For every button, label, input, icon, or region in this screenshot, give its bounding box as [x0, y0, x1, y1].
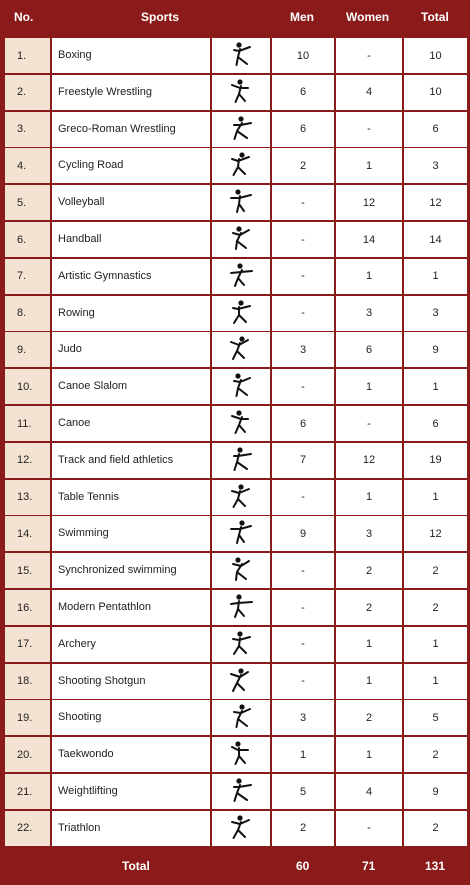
sport-icon-cell	[212, 700, 270, 735]
men-count: -	[272, 222, 334, 257]
women-count: 14	[336, 222, 402, 257]
sport-icon-cell	[212, 774, 270, 809]
sport-icon-cell	[212, 443, 270, 478]
row-number: 17.	[5, 627, 50, 662]
total-count: 9	[404, 774, 467, 809]
row-number: 18.	[5, 664, 50, 699]
row-number: 7.	[5, 259, 50, 294]
sport-icon-cell	[212, 516, 270, 551]
row-number: 9.	[5, 332, 50, 367]
table-row	[5, 516, 467, 551]
wrestling-icon	[226, 77, 256, 108]
header-total: Total	[421, 10, 449, 24]
sport-name: Canoe	[52, 406, 210, 441]
gymnastics-icon	[226, 261, 256, 292]
sport-name: Artistic Gymnastics	[52, 259, 210, 294]
women-count: -	[336, 112, 402, 147]
men-count: 1	[272, 737, 334, 772]
table-row	[5, 553, 467, 588]
row-number: 10.	[5, 369, 50, 404]
footer-grand-total: 131	[425, 859, 446, 873]
taekwondo-icon	[226, 739, 256, 770]
judo-icon	[226, 334, 256, 365]
women-count: 12	[336, 443, 402, 478]
row-number: 1.	[5, 38, 50, 73]
header-no: No.	[14, 10, 34, 24]
sport-icon-cell	[212, 737, 270, 772]
sport-name: Shooting	[52, 700, 210, 735]
sport-name: Cycling Road	[52, 148, 210, 183]
sport-name: Greco-Roman Wrestling	[52, 112, 210, 147]
canoe-slalom-icon	[226, 371, 256, 402]
men-count: -	[272, 369, 334, 404]
table-row	[5, 369, 467, 404]
women-count: 1	[336, 737, 402, 772]
total-count: 2	[404, 811, 467, 846]
women-count: -	[336, 38, 402, 73]
row-number: 15.	[5, 553, 50, 588]
row-number: 11.	[5, 406, 50, 441]
row-number: 19.	[5, 700, 50, 735]
sport-name: Track and field athletics	[52, 443, 210, 478]
total-count: 12	[404, 516, 467, 551]
athletics-icon	[226, 445, 256, 476]
sport-name: Taekwondo	[52, 737, 210, 772]
total-count: 6	[404, 112, 467, 147]
table-tennis-icon	[226, 482, 256, 513]
women-count: 1	[336, 259, 402, 294]
women-count: 4	[336, 774, 402, 809]
sport-name: Shooting Shotgun	[52, 664, 210, 699]
men-count: 6	[272, 406, 334, 441]
women-count: 2	[336, 590, 402, 625]
volleyball-icon	[226, 187, 256, 218]
sport-icon-cell	[212, 38, 270, 73]
total-count: 2	[404, 737, 467, 772]
row-number: 21.	[5, 774, 50, 809]
sport-name: Triathlon	[52, 811, 210, 846]
table-row	[5, 811, 467, 846]
sport-icon-cell	[212, 148, 270, 183]
table-row	[5, 406, 467, 441]
total-count: 1	[404, 259, 467, 294]
table-row	[5, 737, 467, 772]
women-count: 1	[336, 627, 402, 662]
boxing-icon	[226, 40, 256, 71]
sport-name: Boxing	[52, 38, 210, 73]
sport-name: Freestyle Wrestling	[52, 75, 210, 110]
women-count: 6	[336, 332, 402, 367]
women-count: 3	[336, 516, 402, 551]
total-count: 3	[404, 296, 467, 331]
table-footer	[0, 848, 470, 885]
row-number: 16.	[5, 590, 50, 625]
sport-icon-cell	[212, 296, 270, 331]
men-count: 7	[272, 443, 334, 478]
table-row	[5, 75, 467, 110]
sport-icon-cell	[212, 480, 270, 515]
header-men: Men	[290, 10, 314, 24]
men-count: 9	[272, 516, 334, 551]
footer-women-total: 71	[362, 859, 376, 873]
men-count: -	[272, 553, 334, 588]
shooting-icon	[226, 702, 256, 733]
men-count: 3	[272, 700, 334, 735]
sport-icon-cell	[212, 811, 270, 846]
table-row	[5, 112, 467, 147]
women-count: 2	[336, 700, 402, 735]
handball-icon	[226, 224, 256, 255]
table-row	[5, 332, 467, 367]
table-row	[5, 259, 467, 294]
sport-name: Volleyball	[52, 185, 210, 220]
men-count: -	[272, 259, 334, 294]
women-count: 4	[336, 75, 402, 110]
row-number: 22.	[5, 811, 50, 846]
women-count: 3	[336, 296, 402, 331]
total-count: 19	[404, 443, 467, 478]
row-number: 4.	[5, 148, 50, 183]
row-number: 14.	[5, 516, 50, 551]
men-count: 6	[272, 112, 334, 147]
sport-icon-cell	[212, 222, 270, 257]
row-number: 3.	[5, 112, 50, 147]
women-count: 1	[336, 369, 402, 404]
table-row	[5, 296, 467, 331]
sport-icon-cell	[212, 627, 270, 662]
sport-name: Modern Pentathlon	[52, 590, 210, 625]
sport-icon-cell	[212, 259, 270, 294]
header-sports: Sports	[141, 10, 180, 24]
footer-total-label: Total	[122, 859, 150, 873]
sport-icon-cell	[212, 369, 270, 404]
sport-icon-cell	[212, 590, 270, 625]
row-number: 2.	[5, 75, 50, 110]
table-row	[5, 222, 467, 257]
archery-icon	[226, 629, 256, 660]
women-count: 2	[336, 553, 402, 588]
men-count: 10	[272, 38, 334, 73]
table-row	[5, 185, 467, 220]
row-number: 13.	[5, 480, 50, 515]
total-count: 2	[404, 553, 467, 588]
sport-name: Rowing	[52, 296, 210, 331]
women-count: -	[336, 811, 402, 846]
total-count: 1	[404, 627, 467, 662]
swimming-icon	[226, 518, 256, 549]
sport-name: Archery	[52, 627, 210, 662]
total-count: 14	[404, 222, 467, 257]
men-count: 2	[272, 148, 334, 183]
total-count: 9	[404, 332, 467, 367]
table-row	[5, 664, 467, 699]
women-count: 1	[336, 664, 402, 699]
row-number: 8.	[5, 296, 50, 331]
sport-name: Handball	[52, 222, 210, 257]
sport-icon-cell	[212, 112, 270, 147]
total-count: 12	[404, 185, 467, 220]
total-count: 6	[404, 406, 467, 441]
table-row	[5, 700, 467, 735]
men-count: -	[272, 627, 334, 662]
women-count: 12	[336, 185, 402, 220]
sport-name: Swimming	[52, 516, 210, 551]
sport-icon-cell	[212, 664, 270, 699]
total-count: 1	[404, 369, 467, 404]
sport-icon-cell	[212, 332, 270, 367]
sport-icon-cell	[212, 75, 270, 110]
wrestling-icon	[226, 114, 256, 145]
total-count: 3	[404, 148, 467, 183]
women-count: 1	[336, 480, 402, 515]
header-women: Women	[346, 10, 390, 24]
sport-name: Canoe Slalom	[52, 369, 210, 404]
table-header	[0, 0, 470, 35]
men-count: 3	[272, 332, 334, 367]
canoe-icon	[226, 408, 256, 439]
sport-name: Table Tennis	[52, 480, 210, 515]
sport-icon-cell	[212, 406, 270, 441]
shotgun-icon	[226, 666, 256, 697]
total-count: 5	[404, 700, 467, 735]
table-row	[5, 38, 467, 73]
cycling-icon	[226, 150, 256, 181]
sport-name: Judo	[52, 332, 210, 367]
pentathlon-icon	[226, 592, 256, 623]
women-count: 1	[336, 148, 402, 183]
row-number: 20.	[5, 737, 50, 772]
sport-icon-cell	[212, 185, 270, 220]
total-count: 2	[404, 590, 467, 625]
women-count: -	[336, 406, 402, 441]
total-count: 10	[404, 75, 467, 110]
sport-name: Weightlifting	[52, 774, 210, 809]
table-row	[5, 148, 467, 183]
row-number: 12.	[5, 443, 50, 478]
men-count: 2	[272, 811, 334, 846]
table-row	[5, 627, 467, 662]
men-count: -	[272, 664, 334, 699]
table-row	[5, 443, 467, 478]
total-count: 1	[404, 480, 467, 515]
sport-name: Synchronized swimming	[52, 553, 210, 588]
row-number: 5.	[5, 185, 50, 220]
men-count: 5	[272, 774, 334, 809]
weightlifting-icon	[226, 776, 256, 807]
sport-icon-cell	[212, 553, 270, 588]
triathlon-icon	[226, 813, 256, 844]
men-count: -	[272, 296, 334, 331]
men-count: -	[272, 590, 334, 625]
table-row	[5, 590, 467, 625]
synchronized-swimming-icon	[226, 555, 256, 586]
table-row	[5, 480, 467, 515]
row-number: 6.	[5, 222, 50, 257]
total-count: 10	[404, 38, 467, 73]
men-count: -	[272, 185, 334, 220]
table-row	[5, 774, 467, 809]
men-count: 6	[272, 75, 334, 110]
total-count: 1	[404, 664, 467, 699]
rowing-icon	[226, 298, 256, 329]
men-count: -	[272, 480, 334, 515]
footer-men-total: 60	[296, 859, 310, 873]
